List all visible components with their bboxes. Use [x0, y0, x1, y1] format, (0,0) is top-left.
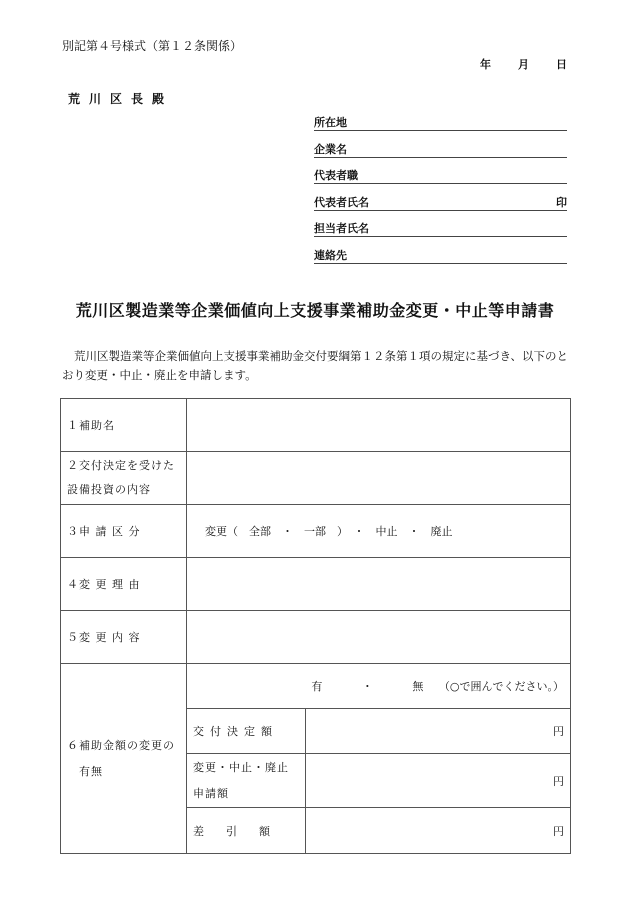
label-line: ６補助金額の変更の: [67, 738, 175, 752]
yen-unit: 円: [553, 774, 564, 788]
row-label: [61, 664, 187, 854]
change-reason-cell[interactable]: [187, 558, 571, 611]
sub-label: 差引額: [187, 808, 306, 854]
row-label: ５変 更 内 容: [61, 611, 187, 664]
sub-label: [187, 754, 306, 808]
date-year: 年: [480, 58, 491, 71]
body-text: 荒川区製造業等企業価値向上支援事業補助金交付要綱第１２条第１項の規定に基づき、以下のとおり変更・中止・廃止を申請します。: [62, 349, 569, 382]
document-title: 荒川区製造業等企業価値向上支援事業補助金変更・中止等申請書: [75, 301, 555, 320]
field-rep-name[interactable]: [314, 194, 567, 211]
application-type-cell[interactable]: [187, 505, 571, 558]
field-label: 所在地: [314, 116, 347, 129]
application-type-options: 変更（ 全部 ・ 一部 ） ・ 中止 ・ 廃止: [205, 525, 453, 538]
investment-content-cell[interactable]: [187, 452, 571, 505]
label-line: 変更・中止・廃止: [193, 760, 289, 774]
field-label: 代表者氏名: [314, 196, 369, 209]
label-line: 申請額: [193, 786, 229, 800]
field-address[interactable]: [314, 114, 567, 131]
field-contact-person[interactable]: [314, 220, 567, 237]
field-rep-title[interactable]: [314, 167, 567, 184]
subsidy-name-cell[interactable]: [187, 399, 571, 452]
field-company[interactable]: [314, 141, 567, 158]
row-label: ４変 更 理 由: [61, 558, 187, 611]
seal-mark: 印: [556, 196, 567, 209]
sub-label: 交付決定額: [187, 709, 306, 754]
addressee: 荒川区長殿: [68, 92, 174, 106]
label-line: 設備投資の内容: [67, 483, 151, 496]
choice-yes[interactable]: 有: [311, 680, 323, 693]
row-label: [61, 452, 187, 505]
row-label: ３申 請 区 分: [61, 505, 187, 558]
form-number: 別記第４号様式（第１２条関係）: [62, 39, 243, 53]
application-table: [60, 398, 571, 854]
choice-no[interactable]: 無: [412, 680, 424, 693]
yen-unit: 円: [553, 824, 564, 838]
yen-unit: 円: [553, 725, 564, 738]
row-label: １補助名: [61, 399, 187, 452]
granted-amount-cell[interactable]: [306, 709, 571, 754]
date-month: 月: [518, 58, 529, 71]
difference-amount-cell[interactable]: [306, 808, 571, 854]
label-line: ２交付決定を受けた: [67, 459, 175, 472]
field-contact[interactable]: [314, 247, 567, 264]
field-label: 代表者職: [314, 169, 358, 182]
choice-note: （○で囲んでください。）: [438, 680, 564, 693]
change-yes-no-cell[interactable]: [187, 664, 571, 709]
requested-amount-cell[interactable]: [306, 754, 571, 808]
field-label: 企業名: [314, 143, 347, 156]
field-label: 担当者氏名: [314, 222, 369, 235]
date-day: 日: [556, 58, 567, 71]
choice-separator: ・: [361, 680, 373, 693]
field-label: 連絡先: [314, 249, 347, 262]
change-content-cell[interactable]: [187, 611, 571, 664]
label-line: 有無: [79, 764, 103, 778]
